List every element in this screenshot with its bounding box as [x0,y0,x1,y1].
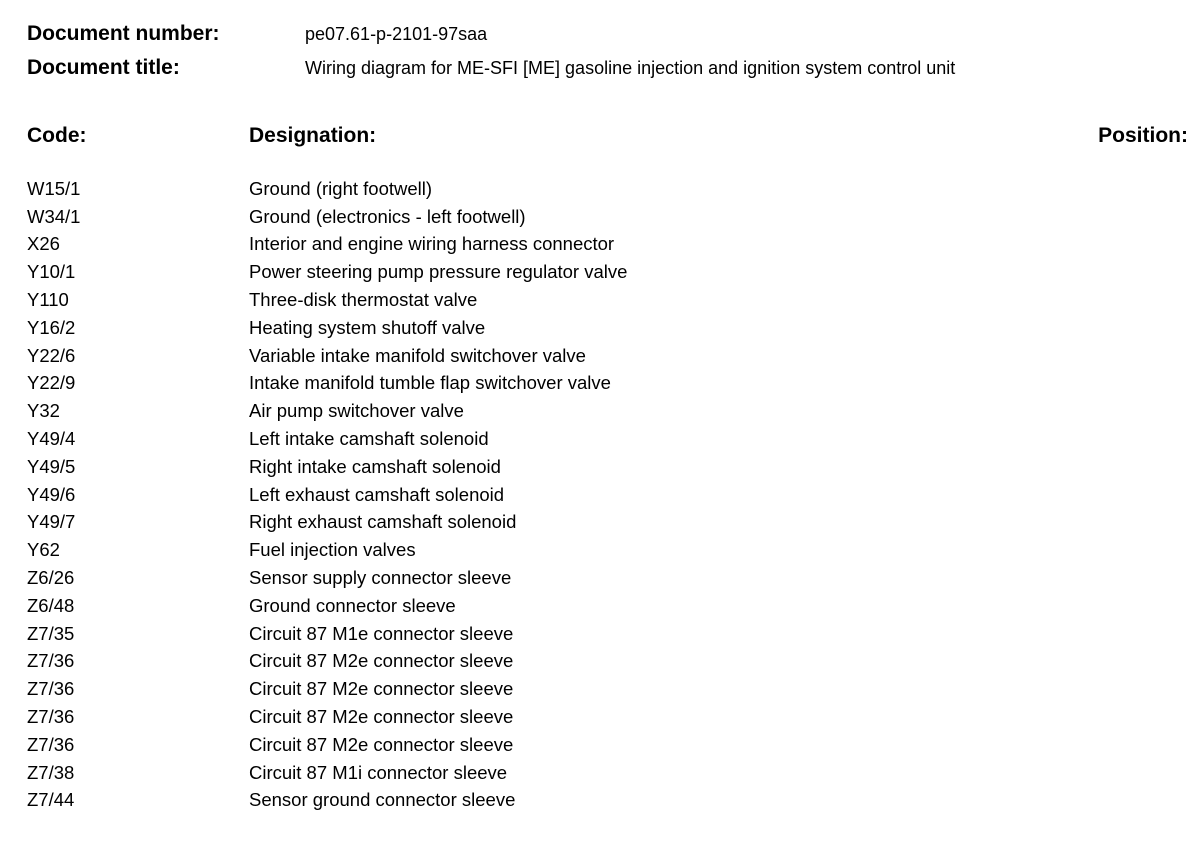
row-code: Y32 [27,400,60,422]
row-code: Z6/26 [27,567,75,589]
table-row [27,509,1187,537]
table-row [27,342,1187,370]
row-designation: Ground connector sleeve [249,594,456,616]
row-designation: Circuit 87 M2e connector sleeve [249,678,514,700]
designation-column-header: Designation: [249,124,377,147]
row-designation: Heating system shutoff valve [249,316,486,338]
row-designation: Sensor ground connector sleeve [249,789,516,811]
row-designation: Power steering pump pressure regulator valve [249,261,628,283]
component-table-body [27,175,1187,814]
document-title-value: Wiring diagram for ME-SFI [ME] gasoline injection and ignition system control unit [305,57,956,78]
row-designation: Ground (electronics - left footwell) [249,205,526,227]
document-number-label: Document number: [27,22,220,45]
table-row [27,258,1187,286]
row-designation: Circuit 87 M2e connector sleeve [249,650,514,672]
table-row [27,453,1187,481]
row-designation: Circuit 87 M2e connector sleeve [249,733,514,755]
row-code: X26 [27,233,60,255]
row-code: Z7/36 [27,678,75,700]
document-title-label: Document title: [27,56,180,79]
row-code: Z7/36 [27,706,75,728]
row-designation: Ground (right footwell) [249,177,433,199]
table-row [27,397,1187,425]
row-code: Y49/4 [27,428,76,450]
row-designation: Fuel injection valves [249,539,416,561]
table-row [27,675,1187,703]
row-designation: Sensor supply connector sleeve [249,567,512,589]
table-row [27,620,1187,648]
row-designation: Interior and engine wiring harness connector [249,233,615,255]
row-designation: Circuit 87 M2e connector sleeve [249,706,514,728]
row-designation: Variable intake manifold switchover valve [249,344,586,366]
table-row [27,231,1187,259]
row-designation: Circuit 87 M1i connector sleeve [249,761,508,783]
table-row [27,425,1187,453]
table-row [27,731,1187,759]
row-code: Y62 [27,539,60,561]
row-designation: Intake manifold tumble flap switchover valve [249,372,611,394]
table-row [27,703,1187,731]
code-column-header: Code: [27,124,87,147]
document-number-row [27,19,487,49]
table-row [27,175,1187,203]
row-code: Y10/1 [27,261,76,283]
table-row [27,592,1187,620]
table-row [27,787,1187,815]
table-row [27,370,1187,398]
row-code: Y49/7 [27,511,76,533]
row-code: Z7/36 [27,733,75,755]
row-code: Y49/5 [27,455,76,477]
document-number-value: pe07.61-p-2101-97saa [305,23,488,44]
row-code: Z7/35 [27,622,75,644]
row-designation: Left intake camshaft solenoid [249,428,489,450]
row-designation: Three-disk thermostat valve [249,289,478,311]
row-code: Y49/6 [27,483,76,505]
row-designation: Left exhaust camshaft solenoid [249,483,505,505]
table-row [27,314,1187,342]
row-code: Y110 [27,289,69,311]
table-row [27,759,1187,787]
document-title-row [27,53,955,83]
table-row [27,203,1187,231]
row-designation: Right intake camshaft solenoid [249,455,501,477]
row-code: Y16/2 [27,316,76,338]
row-code: W34/1 [27,205,81,227]
row-designation: Circuit 87 M1e connector sleeve [249,622,514,644]
position-column-header: Position: [1098,124,1188,147]
table-row [27,648,1187,676]
table-row [27,536,1187,564]
table-row [27,564,1187,592]
row-code: Y22/6 [27,344,76,366]
row-code: Z7/38 [27,761,75,783]
row-designation: Right exhaust camshaft solenoid [249,511,517,533]
row-code: Z7/44 [27,789,75,811]
row-code: Y22/9 [27,372,76,394]
table-row [27,481,1187,509]
row-code: Z7/36 [27,650,75,672]
row-code: Z6/48 [27,594,75,616]
row-code: W15/1 [27,177,81,199]
table-row [27,286,1187,314]
row-designation: Air pump switchover valve [249,400,464,422]
